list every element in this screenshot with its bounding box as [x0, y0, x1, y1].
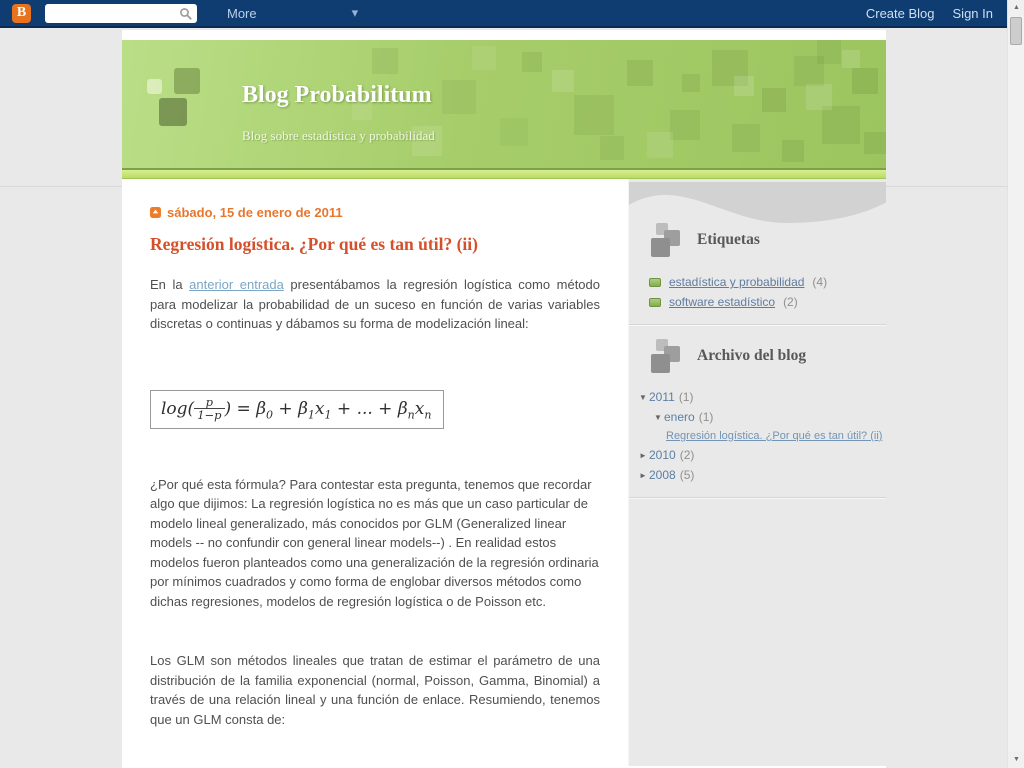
formula-part: ) = β: [224, 398, 267, 419]
post-paragraph-1: [150, 275, 600, 334]
labels-list: [629, 275, 886, 309]
blog-logo-squares-icon: [144, 58, 214, 133]
archive-count: (2): [679, 448, 695, 462]
paragraph-text: presentábamos la regresión logística como método para modelizar la probabilidad de un suceso en función de varias variables discretas o continuas y dábamos su forma de modelización lineal:: [150, 277, 600, 331]
label-link-software[interactable]: software estadístico: [669, 295, 776, 309]
formula-part: x: [314, 398, 325, 419]
collapse-arrow-icon[interactable]: ▼: [654, 412, 662, 422]
archive-year-2008-link[interactable]: 2008: [649, 468, 676, 482]
formula-part: x: [414, 398, 425, 419]
formula-subscript: 0: [266, 407, 274, 421]
archive-post-link[interactable]: Regresión logística. ¿Por qué es tan útil? (ii): [666, 430, 883, 442]
formula-subscript: 1: [307, 407, 315, 421]
fraction-numerator: p: [205, 394, 214, 409]
sidebar: [628, 179, 886, 766]
archive-count: (1): [698, 410, 714, 424]
formula-part: + ... + β: [331, 398, 408, 419]
post-paragraph-2: ¿Por qué esta fórmula? Para contestar esta pregunta, tenemos que recordar algo que dijimos: La regresión logística no es más que un caso particular de modelo lineal generalizado, más conocidos por GLM (Generalized linear models -- no confundir con general linear models--) . En realidad estos modelos fueron planteados como una generalización de la regresión ordinaria por mínimos cuadrados y como forma de englobar diversos métodos como dichas regresiones, modelos de regresión logística o de Poisson etc.: [150, 476, 599, 609]
labels-widget-title: Etiquetas: [697, 231, 760, 248]
archive-count: (5): [679, 468, 695, 482]
search-input[interactable]: [45, 4, 197, 23]
scroll-up-arrow-icon[interactable]: ▲: [1008, 0, 1024, 16]
scrollbar-thumb[interactable]: [1010, 17, 1022, 45]
archive-row-post: [629, 430, 886, 442]
formula-subscript: 1: [324, 407, 332, 421]
post-date-icon: [150, 207, 161, 218]
label-count: (2): [783, 295, 798, 309]
blogger-logo-icon[interactable]: B: [12, 4, 31, 23]
blog-title[interactable]: Blog Probabilitum: [242, 82, 432, 108]
archive-row-2010: [629, 448, 886, 462]
create-blog-link[interactable]: Create Blog: [865, 5, 935, 21]
archive-row-2011: [629, 390, 886, 404]
blogger-navbar: [0, 0, 1007, 28]
formula-fraction: [194, 396, 224, 422]
anterior-entrada-link[interactable]: anterior entrada: [189, 277, 284, 292]
collapse-arrow-icon[interactable]: ▼: [639, 392, 647, 402]
labels-widget: [629, 179, 886, 309]
post-paragraph-3: Los GLM son métodos lineales que tratan de estimar el parámetro de una distribución de la familia exponencial (normal, Poisson, Gamma, Binomial) a través de una relación lineal y una función de enlace. Resumiendo, tenemos que un GLM consta de:: [150, 653, 600, 727]
label-count: (4): [812, 275, 828, 289]
post-date-row: [150, 205, 600, 220]
formula-container: [150, 390, 600, 429]
fraction-denominator: 1−p: [194, 408, 224, 422]
formula-part: log(: [161, 398, 195, 419]
sign-in-link[interactable]: Sign In: [952, 5, 993, 21]
header-tab-strip: [122, 170, 886, 179]
tag-icon: [649, 298, 661, 307]
archive-month-enero-link[interactable]: enero: [664, 410, 695, 424]
archive-widget-header: [629, 339, 886, 373]
navbar-search: [45, 4, 197, 23]
sidebar-separator: [629, 497, 886, 499]
more-label: More: [227, 5, 257, 21]
paragraph-text: En la: [150, 277, 190, 292]
content-area: [122, 179, 886, 766]
logistic-regression-formula-image: [150, 390, 444, 429]
chevron-down-icon[interactable]: ▾: [351, 5, 359, 20]
blog-page-column: [122, 30, 886, 768]
blog-header-banner: [122, 40, 886, 170]
post-date: sábado, 15 de enero de 2011: [167, 205, 343, 220]
archive-year-2011-link[interactable]: 2011: [649, 390, 675, 404]
archive-year-2010-link[interactable]: 2010: [649, 448, 676, 462]
formula-subscript: n: [424, 407, 432, 421]
post-title[interactable]: Regresión logística. ¿Por qué es tan útil? (ii): [150, 234, 478, 254]
archive-widget: [629, 326, 886, 482]
tag-icon: [649, 278, 661, 287]
widget-squares-icon: [651, 339, 683, 373]
expand-arrow-icon[interactable]: ►: [639, 450, 647, 460]
formula-part: + β: [273, 398, 308, 419]
formula-subscript: n: [407, 407, 415, 421]
header-squares-texture: [122, 40, 886, 170]
blog-subtitle: Blog sobre estadística y probabilidad: [242, 128, 435, 143]
list-item: [649, 295, 886, 309]
search-icon[interactable]: [179, 7, 193, 26]
archive-tree: [629, 390, 886, 482]
labels-widget-header: [629, 223, 886, 257]
archive-row-enero: [629, 410, 886, 424]
main-column: [122, 179, 628, 766]
expand-arrow-icon[interactable]: ►: [639, 470, 647, 480]
widget-squares-icon: [651, 223, 683, 257]
scroll-down-arrow-icon[interactable]: ▼: [1008, 752, 1024, 768]
archive-widget-title: Archivo del blog: [697, 347, 807, 364]
more-dropdown[interactable]: [227, 6, 257, 21]
list-item: [649, 275, 886, 289]
archive-count: (1): [678, 390, 694, 404]
label-link-estadistica[interactable]: estadística y probabilidad: [669, 275, 805, 289]
vertical-scrollbar[interactable]: [1007, 0, 1024, 768]
archive-row-2008: [629, 468, 886, 482]
